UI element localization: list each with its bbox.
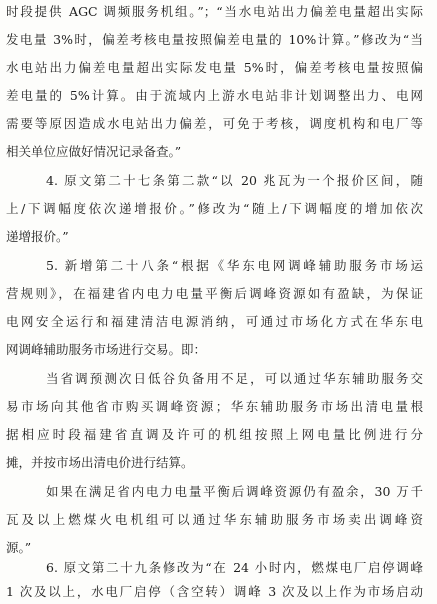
text-line: 瓦及以上燃煤火电机组可以通过华东辅助服务市场卖出调峰资 <box>6 512 423 527</box>
text-line: 需要等原因造成水电站出力偏差，可免于考核，调度机构和电厂等 <box>6 116 423 131</box>
text-line: 摊，并按市场出清电价进行结算。 <box>6 455 194 470</box>
text-line: 6. 原文第二十九条修改为“在 24 小时内，燃煤电厂启停调峰 <box>46 560 423 575</box>
text-line: 据相应时段福建省直调及许可的机组按照上网电量比例进行分 <box>6 427 423 442</box>
text-line: 发电量 3%时，偏差考核电量按照偏差电量的 10%计算。”修改为“当 <box>6 32 423 47</box>
text-line: 5. 新增第二十八条“根据《华东电网调峰辅助服务市场运 <box>46 258 423 273</box>
text-line: 网调峰辅助服务市场进行交易。即： <box>6 342 207 357</box>
text-line: 水电站出力偏差电量超出实际发电量 5%时，偏差考核电量按照偏 <box>6 60 423 75</box>
text-line: 递增报价。” <box>6 229 69 244</box>
text-line: 源。” <box>6 540 32 555</box>
text-line: 营规则》，在福建省内电力电量平衡后调峰资源如有盈缺，为保证 <box>6 286 423 301</box>
text-line: 如果在满足省内电力电量平衡后调峰资源仍有盈余，30 万千 <box>46 484 423 499</box>
text-line: 4. 原文第二十七条第二款“以 20 兆瓦为一个报价区间，随 <box>46 173 423 188</box>
text-line: 当省调预测次日低谷负备用不足，可以通过华东辅助服务交 <box>46 371 423 386</box>
text-line: 易市场向其他省市购买调峰资源；华东辅助服务市场出清电量根 <box>6 399 423 414</box>
text-line: 时段提供 AGC 调频服务机组。”；“当水电站出力偏差电量超出实际 <box>6 4 423 19</box>
text-line: 电网安全运行和福建清洁电源消纳，可通过市场化方式在华东电 <box>6 314 423 329</box>
text-line: 上/下调幅度依次递增报价。”修改为“随上/下调幅度的增加依次 <box>6 201 423 216</box>
text-line: 相关单位应做好情况记录备查。” <box>6 144 182 159</box>
text-line: 1 次及以上，水电厂启停（含空转）调峰 3 次及以上作为市场启动 <box>6 584 423 599</box>
text-line: 差电量的 5%计算。由于流域内上游水电站非计划调整出力、电网 <box>6 88 423 103</box>
